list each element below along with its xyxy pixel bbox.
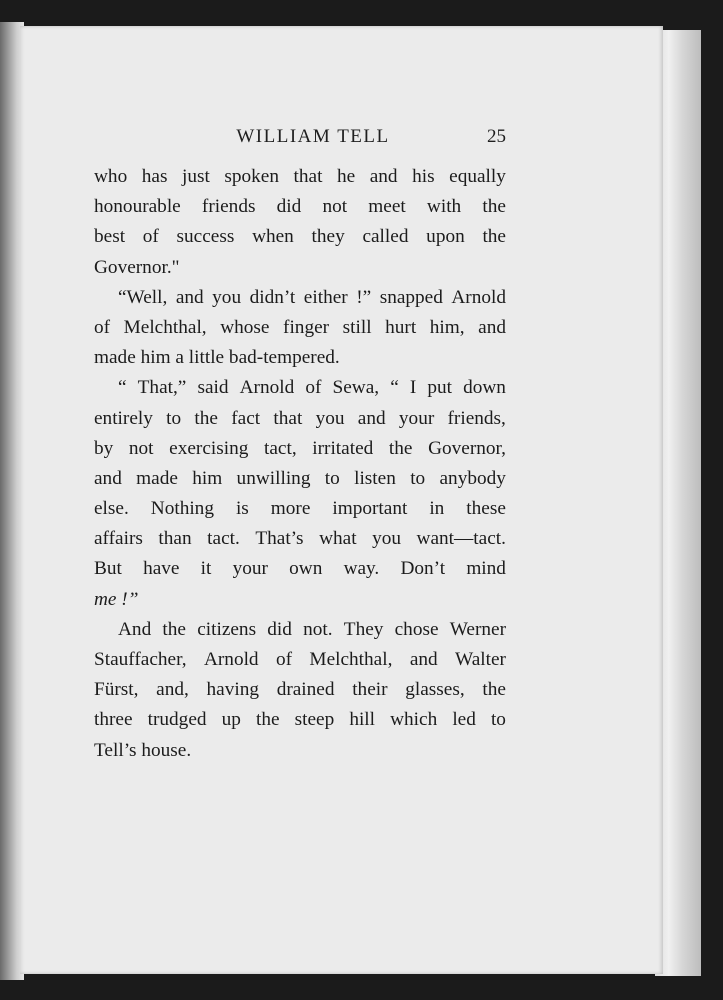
text-line — [94, 162, 506, 192]
word: honourable — [94, 196, 181, 218]
word: of — [305, 377, 322, 399]
word: mind — [466, 558, 506, 580]
word: else. — [94, 498, 129, 520]
word: fact — [231, 407, 261, 429]
word: you — [372, 528, 402, 550]
word: hill — [349, 709, 376, 731]
word: when — [252, 226, 294, 248]
word: not. — [303, 618, 333, 640]
word: trudged — [147, 709, 207, 731]
word: by — [94, 437, 114, 459]
word: did — [276, 196, 302, 218]
word: and — [478, 316, 506, 338]
word: has — [141, 166, 168, 187]
text-line: me !” — [94, 588, 139, 610]
text-line — [94, 313, 506, 343]
word: is — [235, 498, 249, 520]
running-title: WILLIAM TELL — [236, 126, 390, 147]
word: Arnold — [203, 649, 259, 670]
text-line — [94, 434, 506, 464]
word: !” — [356, 286, 372, 308]
word: Werner — [449, 618, 506, 640]
word: and, — [156, 679, 189, 701]
text-line — [94, 464, 506, 494]
word: I — [409, 377, 417, 399]
word: called — [362, 226, 409, 248]
word: success — [176, 226, 235, 248]
word: it — [200, 558, 212, 580]
word: you — [212, 286, 242, 308]
word: Melchthal, — [309, 649, 393, 670]
word: and — [94, 467, 122, 489]
word: with — [426, 196, 462, 218]
word: the — [482, 679, 506, 701]
word: And — [118, 618, 152, 640]
word: friends — [201, 196, 256, 218]
word: which — [390, 709, 438, 731]
text-line — [94, 283, 506, 313]
word: own — [289, 558, 323, 580]
word: the — [162, 618, 186, 640]
word: than — [158, 528, 192, 550]
word: and — [175, 286, 204, 308]
word: best — [94, 226, 126, 248]
word: hurt — [385, 316, 417, 338]
word: him, — [429, 316, 465, 338]
word: and — [357, 407, 386, 429]
running-head — [94, 126, 506, 154]
word: “ — [390, 377, 399, 399]
word: led — [452, 709, 476, 731]
word: equally — [449, 166, 506, 187]
word: of — [142, 226, 159, 248]
word: of — [275, 649, 293, 670]
word: friends, — [447, 407, 506, 429]
word: the — [388, 437, 413, 459]
word: their — [352, 679, 388, 701]
word: Walter — [455, 649, 506, 670]
word: listen — [354, 467, 396, 489]
text-line: Tell’s house. — [94, 739, 192, 761]
word: what — [319, 528, 357, 550]
word: the — [482, 196, 506, 218]
text-line — [94, 404, 506, 434]
word: that — [273, 407, 303, 429]
word: still — [342, 316, 372, 338]
word: to — [166, 407, 182, 429]
word: steep — [294, 709, 335, 731]
word: have — [143, 558, 180, 580]
word: the — [255, 709, 280, 731]
word: him — [192, 467, 223, 489]
text-line: made him a little bad-tempered. — [94, 347, 340, 369]
page-number: 25 — [487, 126, 506, 147]
text-line — [94, 645, 506, 675]
word: “Well, — [118, 286, 168, 308]
word: put — [427, 377, 452, 399]
word: he — [336, 166, 356, 187]
word: tact, — [263, 437, 297, 459]
word: snapped — [379, 286, 443, 308]
text-line — [94, 554, 506, 584]
body-text — [94, 162, 506, 766]
word: Governor, — [428, 437, 506, 459]
word: just — [181, 166, 210, 187]
word: Sewa, — [332, 377, 380, 399]
word: drained — [276, 679, 335, 701]
word: important — [332, 498, 408, 520]
word: exercising — [169, 437, 249, 459]
word: citizens — [197, 618, 257, 640]
word: affairs — [94, 528, 143, 550]
word: Nothing — [150, 498, 214, 520]
text-line — [94, 524, 506, 554]
word: did — [267, 618, 292, 640]
word: didn’t — [249, 286, 296, 308]
word: irritated — [312, 437, 374, 459]
word: Arnold — [451, 286, 506, 308]
word: whose — [220, 316, 270, 338]
word: upon — [426, 226, 465, 248]
word: in — [429, 498, 445, 520]
word: to — [410, 467, 426, 489]
word: anybody — [439, 467, 506, 489]
word: chose — [394, 618, 439, 640]
word: and — [409, 649, 438, 670]
word: But — [94, 558, 122, 580]
word: your — [398, 407, 435, 429]
word: Arnold — [239, 377, 295, 399]
word: more — [270, 498, 311, 520]
word: way. — [343, 558, 380, 580]
word: meet — [368, 196, 406, 218]
word: the — [194, 407, 218, 429]
word: of — [94, 316, 111, 338]
word: That’s — [255, 528, 304, 550]
word: down — [463, 377, 506, 399]
word: up — [221, 709, 241, 731]
text-line — [94, 705, 506, 735]
word: spoken — [224, 166, 279, 187]
word: to — [490, 709, 506, 731]
word: want—tact. — [416, 528, 506, 550]
text-line — [94, 615, 506, 645]
word: not — [322, 196, 348, 218]
word: that — [293, 166, 323, 187]
text-line — [94, 222, 506, 252]
word: having — [206, 679, 259, 701]
word: three — [94, 709, 133, 731]
text-line: Governor." — [94, 256, 180, 278]
text-line — [94, 192, 506, 222]
word: to — [324, 467, 340, 489]
word: Fürst, — [94, 679, 139, 701]
word: glasses, — [405, 679, 465, 701]
word: his — [412, 166, 435, 187]
word: either — [303, 286, 348, 308]
word: That,” — [137, 377, 187, 399]
word: not — [128, 437, 154, 459]
word: you — [315, 407, 345, 429]
word: your — [232, 558, 268, 580]
word: finger — [283, 316, 330, 338]
word: Stauffacher, — [94, 649, 187, 670]
text-line — [94, 373, 506, 403]
word: said — [197, 377, 229, 399]
word: unwilling — [236, 467, 311, 489]
word: tact. — [207, 528, 240, 550]
word: entirely — [94, 407, 153, 429]
word: They — [343, 618, 384, 640]
word: they — [311, 226, 345, 248]
word: and — [369, 166, 398, 187]
word: who — [94, 166, 128, 187]
word: “ — [118, 377, 127, 399]
text-line — [94, 675, 506, 705]
word: Melchthal, — [123, 316, 207, 338]
text-line — [94, 494, 506, 524]
word: made — [136, 467, 178, 489]
word: Don’t — [400, 558, 446, 580]
word: the — [482, 226, 506, 248]
word: these — [466, 498, 506, 520]
